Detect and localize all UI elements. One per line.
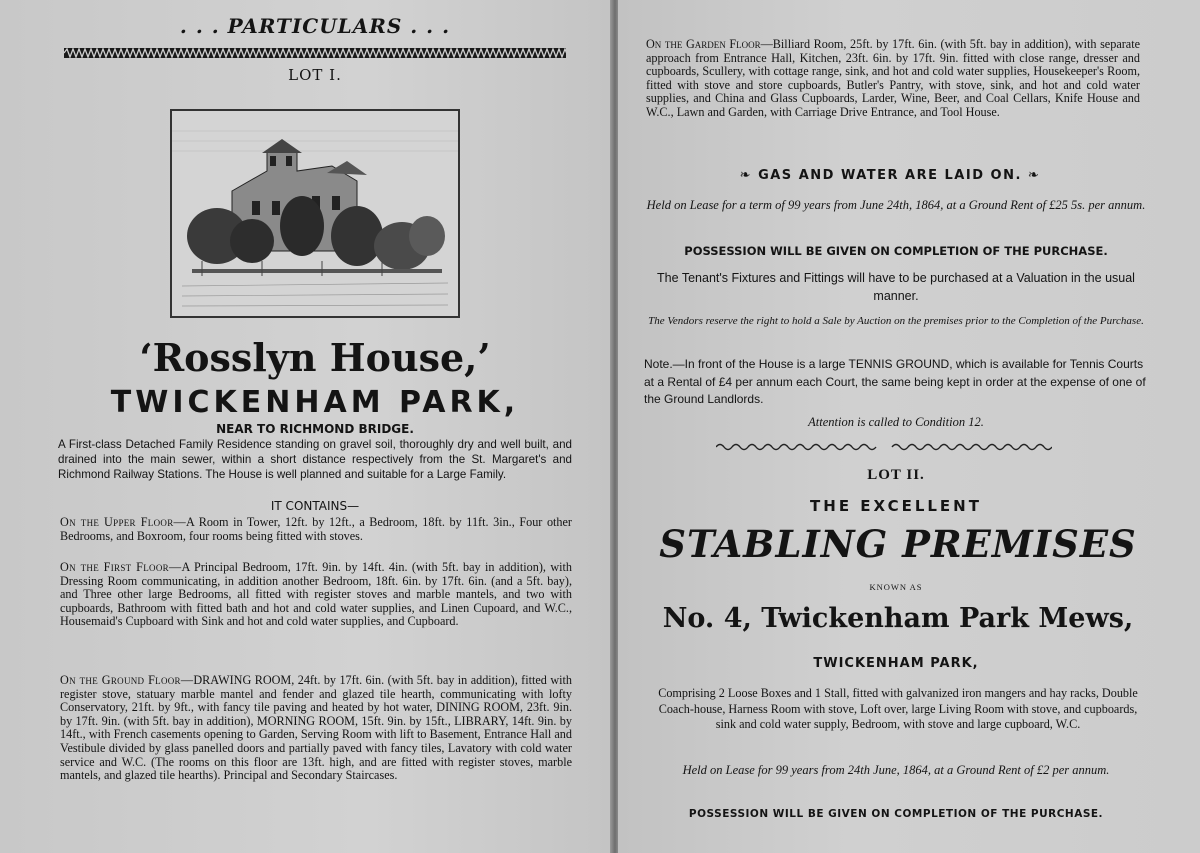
property-description: A First-class Detached Family Residence standing on gravel soil, thoroughly dry and well built, and drained into the main sewer, within a short distance respectively from the St. Margaret's and Richmond Railway Stations. The House is well planned and suitable for a Large Family. <box>58 438 572 481</box>
ground-floor-label: On the Ground Floor— <box>60 673 194 687</box>
vendors-reservation: The Vendors reserve the right to hold a Sale by Auction on the premises prior to the Completion of the Purchase. <box>648 315 1144 327</box>
excellent-heading: THE EXCELLENT <box>810 497 982 515</box>
possession-notice-two: POSSESSION WILL BE GIVEN ON COMPLETION OF THE PURCHASE. <box>688 808 1104 820</box>
particulars-header: . . . PARTICULARS . . . <box>179 14 451 38</box>
house-illustration-icon <box>172 111 458 316</box>
first-floor-label: On the First Floor— <box>60 560 182 574</box>
gas-water-text: GAS AND WATER ARE LAID ON. <box>758 168 1022 183</box>
upper-floor-label: On the Upper Floor— <box>60 515 186 529</box>
tenant-fixtures-note: The Tenant's Fixtures and Fittings will have to be purchased at a Valuation in the usual manner. <box>657 271 1135 303</box>
stabling-title: STABLING PREMISES <box>659 522 1137 566</box>
condition-reference: Attention is called to Condition 12. <box>808 415 984 429</box>
tennis-ground-note: Note.—In front of the House is a large TENNIS GROUND, which is available for Tennis Courts at a Rental of £4 per annum each Court, the same being kept in order at the expense of one of the Ground Landlords. <box>644 357 1146 406</box>
lease-terms-lot-one: Held on Lease for a term of 99 years from June 24th, 1864, at a Ground Rent of £25 5s. per annum. <box>646 198 1146 212</box>
property-title: ‘Rosslyn House,’ <box>139 335 491 380</box>
gas-water-notice <box>640 168 1140 183</box>
known-as-label: KNOWN AS <box>869 582 923 592</box>
upper-floor-paragraph <box>60 516 572 543</box>
ground-floor-text: DRAWING ROOM, 24ft. by 17ft. 6in. (with 5ft. bay in addition), fitted with register stove, statuary marble mantel and fender and glazed tile hearth, communicating with lofty Conservatory, 21ft. by 9ft., with fancy tile paving and heated by hot water, DINING ROOM, 23ft. 9in. by 17ft. 9in. (with 5ft. bay in addition), MORNING ROOM, 15ft. 9in. by 15ft., LIBRARY, 14ft. 9in. by 14ft., with French casements opening to Garden, Serving Room with lift to Basement, Entrance Hall and Vestibule divided by glass panelled doors and partially paved with fancy tiles, Lavatory with cold water service and W.C. (The rooms on this floor are 13ft. high, and are fitted with register stoves, marble mantels, and glazed tile hearths). Principal and Secondary Staircases. <box>60 673 572 783</box>
lot-one-heading: LOT I. <box>288 66 342 84</box>
upper-floor-text: A Room in Tower, 12ft. by 12ft., a Bedroom, 18ft. by 11ft. 3in., Four other Bedrooms, and Boxroom, four rooms being fitted with stoves. <box>60 515 572 543</box>
mews-location: TWICKENHAM PARK, <box>813 656 979 671</box>
lot-two-heading: LOT II. <box>867 467 925 483</box>
ornamental-rule <box>64 48 566 58</box>
wavy-divider <box>716 442 1052 452</box>
first-floor-paragraph <box>60 561 572 629</box>
first-floor-text: A Principal Bedroom, 17ft. 9in. by 14ft. 4in. (with 5ft. bay in addition), with Dressing Room communicating, in addition another Bedroom, 18ft. 6in. by 17ft. 6in. (and a 5ft. bay), and Three other large Bedrooms, all fitted with register stoves and marble mantels, and two with cupboards, Bathroom with fitted bath and hot and cold water supplies, and Linen Cupoard, and W.C., Housemaid's Cupboard with Sink and hot and cold water supplies, and Cupboard. <box>60 560 572 629</box>
house-engraving <box>170 109 460 318</box>
mews-title: No. 4, Twickenham Park Mews, <box>662 603 1134 634</box>
possession-notice-one: POSSESSION WILL BE GIVEN ON COMPLETION OF THE PURCHASE. <box>684 244 1108 258</box>
property-location: TWICKENHAM PARK, <box>110 385 520 420</box>
garden-floor-paragraph <box>646 38 1140 120</box>
garden-floor-label: On the Garden Floor— <box>646 37 773 51</box>
location-note: NEAR TO RICHMOND BRIDGE. <box>216 422 414 436</box>
stabling-description: Comprising 2 Loose Boxes and 1 Stall, fitted with galvanized iron mangers and hay racks, Double Coach-house, Harness Room with stove, Loft over, large Living Room with stove, and cupboards, sink and cold water supply, Bedroom, with stove and large cupboard, W.C. <box>658 686 1138 731</box>
ornament-left-icon: ❧ <box>739 168 759 183</box>
lease-terms-lot-two: Held on Lease for 99 years from 24th June, 1864, at a Ground Rent of £2 per annum. <box>682 763 1110 777</box>
ornament-right-icon: ❧ <box>1021 168 1041 183</box>
garden-floor-text: Billiard Room, 25ft. by 17ft. 6in. (with 5ft. bay in addition), with separate approach from Entrance Hall, Kitchen, 23ft. 6in. by 17ft. 9in. fitted with close range, dresser and cupboards, Scullery, with cottage range, sink, and hot and cold water supplies, Housekeeper's Room, fitted with stove and store cupboards, Butler's Pantry, with stove, sink, and hot and cold water supplies, and China and Glass Cupboards, Larder, Wine, Beer, and Coal Cellars, Knife House and W.C., Lawn and Garden, with Carriage Drive Entrance, and Tool House. <box>646 37 1140 119</box>
contains-heading: IT CONTAINS— <box>270 499 360 513</box>
ground-floor-paragraph <box>60 674 572 783</box>
